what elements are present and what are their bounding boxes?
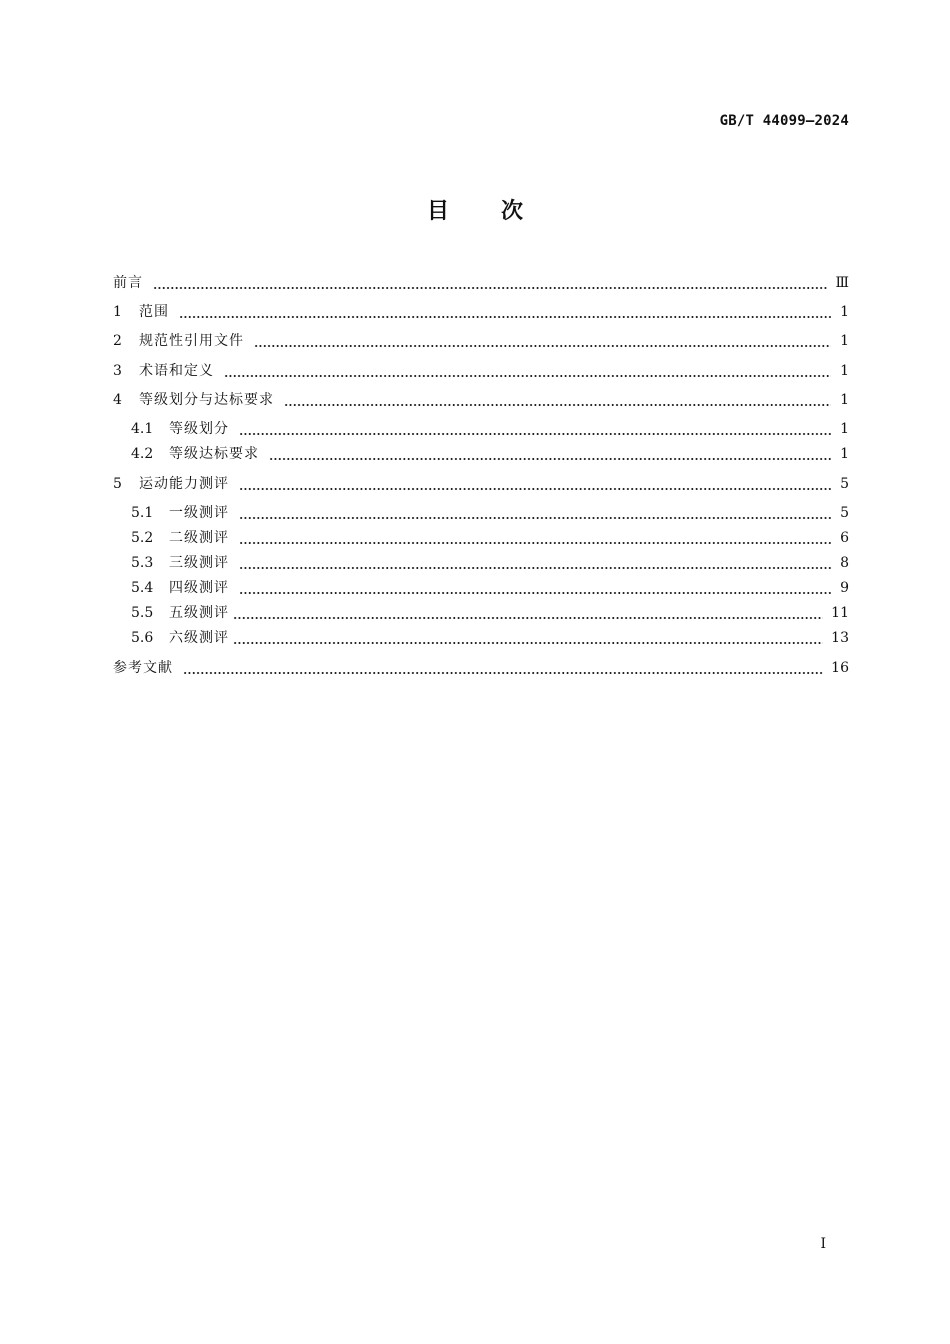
toc-entry-number: 5.2: [131, 530, 154, 546]
toc-entry-text: 五级测评: [169, 605, 229, 621]
toc-entry-page: 1: [840, 392, 849, 408]
toc-leader-dots: [183, 657, 823, 679]
toc-entry-page: 1: [840, 446, 849, 462]
toc-entry-3[interactable]: [113, 360, 849, 382]
toc-entry-5-5[interactable]: [131, 602, 849, 624]
toc-entry-4[interactable]: [113, 389, 849, 411]
toc-entry-4-1[interactable]: [131, 418, 849, 440]
toc-entry-2[interactable]: [113, 330, 849, 352]
toc-leader-dots: [254, 330, 831, 352]
toc-entry-text: 等级划分与达标要求: [139, 392, 274, 408]
toc-leader-dots: [233, 602, 823, 624]
toc-entry-page: 1: [840, 333, 849, 349]
toc-entry-text: 等级达标要求: [169, 446, 259, 462]
toc-entry-number: 3: [113, 363, 122, 379]
toc-entry-page: 6: [840, 530, 849, 546]
toc-leader-dots: [233, 627, 823, 649]
toc-entry-text: 四级测评: [169, 580, 229, 596]
toc-leader-dots: [239, 527, 831, 549]
toc-entry-page: 13: [831, 630, 849, 646]
toc-entry-page: 1: [840, 363, 849, 379]
toc-entry-4-2[interactable]: [131, 443, 849, 465]
toc-entry-number: 2: [113, 333, 122, 349]
toc-entry-page: 1: [840, 304, 849, 320]
toc-entry-preface[interactable]: [113, 272, 849, 294]
toc-entry-page: 16: [831, 660, 849, 676]
toc-entry-5-2[interactable]: [131, 527, 849, 549]
toc-entry-text: 一级测评: [169, 505, 229, 521]
toc-entry-text: 前言: [113, 275, 143, 291]
toc-entry-1[interactable]: [113, 301, 849, 323]
toc-entry-page: 1: [840, 421, 849, 437]
toc-entry-page: 8: [840, 555, 849, 571]
toc-entry-text: 术语和定义: [139, 363, 214, 379]
toc-entry-number: 1: [113, 304, 122, 320]
toc-entry-text: 二级测评: [169, 530, 229, 546]
toc-entry-number: 5.4: [131, 580, 154, 596]
toc-entry-references[interactable]: [113, 657, 849, 679]
toc-entry-page: Ⅲ: [835, 275, 849, 291]
toc-leader-dots: [239, 473, 831, 495]
toc-entry-text: 规范性引用文件: [139, 333, 244, 349]
toc-entry-page: 5: [840, 476, 849, 492]
page-title: 目次: [426, 199, 575, 224]
toc-entry-number: 5.6: [131, 630, 154, 646]
toc-entry-text: 三级测评: [169, 555, 229, 571]
toc-entry-5-1[interactable]: [131, 502, 849, 524]
toc-entry-page: 9: [840, 580, 849, 596]
toc-leader-dots: [239, 577, 831, 599]
standard-code: GB/T 44099—2024: [719, 113, 849, 129]
toc-leader-dots: [153, 272, 827, 294]
toc-entry-number: 5.5: [131, 605, 154, 621]
toc-entry-number: 4.1: [131, 421, 154, 437]
toc-leader-dots: [179, 301, 831, 323]
toc-entry-5-6[interactable]: [131, 627, 849, 649]
toc-entry-number: 5: [113, 476, 122, 492]
toc-leader-dots: [239, 552, 831, 574]
toc-entry-page: 5: [840, 505, 849, 521]
toc-leader-dots: [284, 389, 831, 411]
toc-entry-text: 范围: [139, 304, 169, 320]
toc-leader-dots: [269, 443, 831, 465]
toc-entry-text: 运动能力测评: [139, 476, 229, 492]
toc-leader-dots: [224, 360, 831, 382]
toc-leader-dots: [239, 502, 831, 524]
page-number: I: [820, 1236, 826, 1252]
toc-leader-dots: [239, 418, 831, 440]
toc-entry-number: 4.2: [131, 446, 154, 462]
toc-entry-5-4[interactable]: [131, 577, 849, 599]
toc-entry-5-3[interactable]: [131, 552, 849, 574]
toc-entry-text: 参考文献: [113, 660, 173, 676]
toc-entry-text: 等级划分: [169, 421, 229, 437]
toc-entry-number: 5.3: [131, 555, 154, 571]
toc-entry-5[interactable]: [113, 473, 849, 495]
toc-entry-number: 4: [113, 392, 122, 408]
toc-entry-page: 11: [831, 605, 849, 621]
toc-entry-number: 5.1: [131, 505, 154, 521]
toc-entry-text: 六级测评: [169, 630, 229, 646]
